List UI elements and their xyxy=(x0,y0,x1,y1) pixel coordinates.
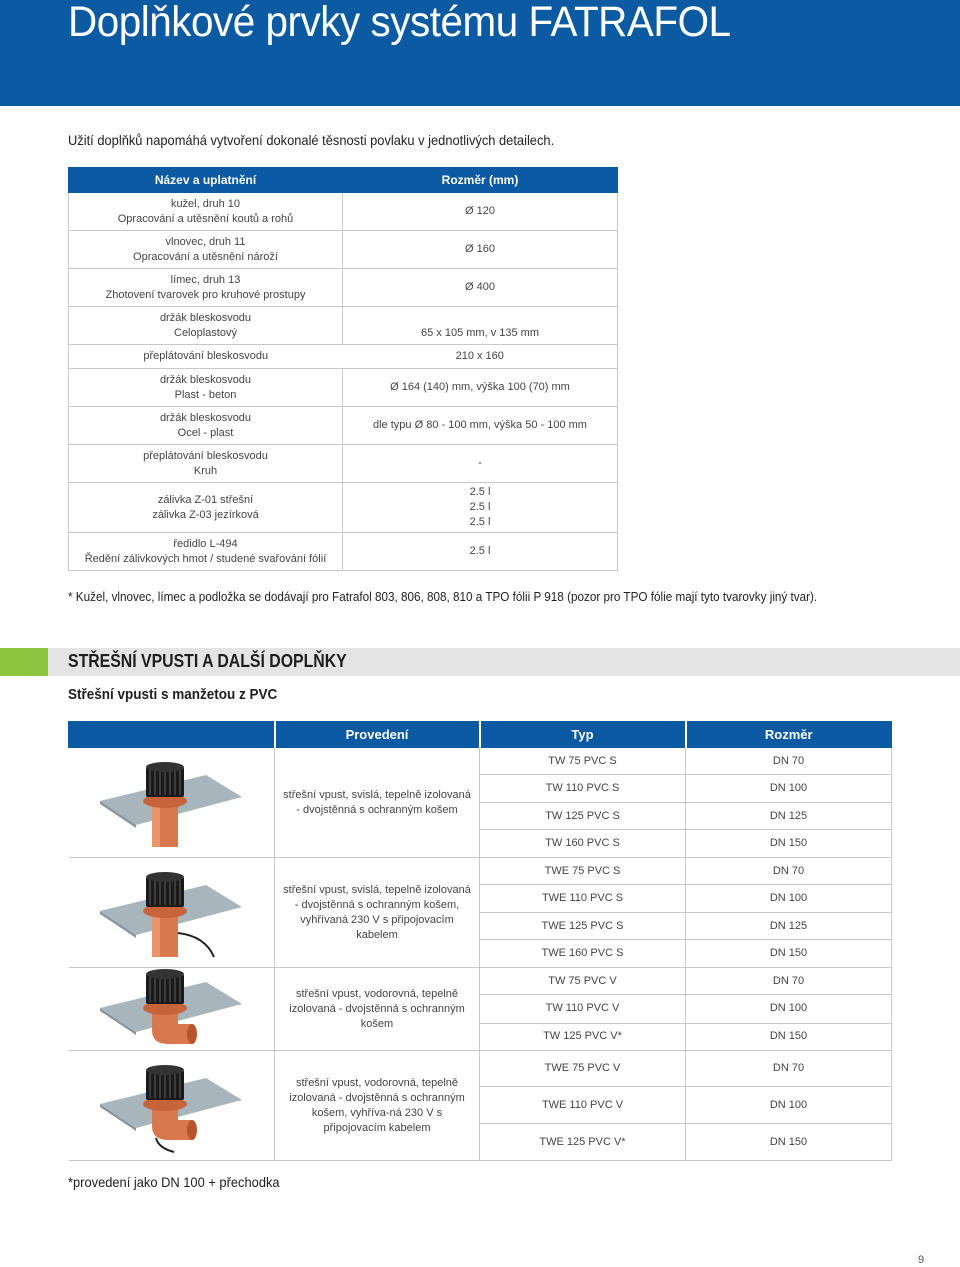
table-row xyxy=(69,307,618,345)
size-cell: DN 150 xyxy=(686,1023,892,1050)
table-header-row xyxy=(69,722,892,748)
type-cell: TWE 160 PVC S xyxy=(480,940,686,968)
type-cell: TWE 110 PVC S xyxy=(480,885,686,913)
table-row xyxy=(69,231,618,269)
size-cell: DN 150 xyxy=(686,1124,892,1161)
size-cell: DN 70 xyxy=(686,968,892,995)
item-name-cell: límec, druh 13 Zhotovení tvarovek pro kruhové prostupy xyxy=(69,269,343,307)
table-row xyxy=(69,1051,892,1087)
item-size-cell: 2.5 l xyxy=(343,533,618,571)
item-size-cell: 2.5 l 2.5 l 2.5 l xyxy=(343,483,618,533)
item-name-cell: ředidlo L-494 Ředění zálivkových hmot / studené svařování fólií xyxy=(69,533,343,571)
type-cell: TW 125 PVC S xyxy=(480,803,686,830)
size-cell: DN 125 xyxy=(686,803,892,830)
column-header-size: Rozměr xyxy=(686,722,892,748)
item-size-cell: dle typu Ø 80 - 100 mm, výška 50 - 100 mm xyxy=(343,407,618,445)
type-cell: TW 110 PVC V xyxy=(480,995,686,1023)
design-description: střešní vpust, svislá, tepelně izolovaná - dvojstěnná s ochranným košem, vyhřívaná 230 V s připojovacím kabelem xyxy=(275,858,480,968)
type-cell: TW 75 PVC V xyxy=(480,968,686,995)
table-row xyxy=(69,345,618,369)
design-description: střešní vpust, vodorovná, tepelně izolovaná - dvojstěnná s ochranným košem xyxy=(275,968,480,1051)
item-size-cell: Ø 400 xyxy=(343,269,618,307)
size-cell: DN 100 xyxy=(686,775,892,803)
accessories-table xyxy=(68,167,618,571)
type-cell: TW 160 PVC S xyxy=(480,830,686,858)
type-cell: TWE 125 PVC V* xyxy=(480,1124,686,1161)
page-number: 9 xyxy=(918,1254,925,1266)
item-size-cell: Ø 160 xyxy=(343,231,618,269)
table-row xyxy=(69,748,892,775)
horizontal-roof-drain-icon xyxy=(96,968,246,1050)
column-header-name: Název a uplatnění xyxy=(69,168,343,193)
type-cell: TWE 75 PVC S xyxy=(480,858,686,885)
heated-vertical-roof-drain-icon xyxy=(96,863,246,963)
item-name-cell: držák bleskosvodu Ocel - plast xyxy=(69,407,343,445)
table-row xyxy=(69,369,618,407)
type-cell: TW 125 PVC V* xyxy=(480,1023,686,1050)
item-size-cell: 210 x 160 xyxy=(343,345,618,369)
item-name-cell: kužel, druh 10 Opracování a utěsnění koutů a rohů xyxy=(69,193,343,231)
item-name-cell: vlnovec, druh 11 Opracování a utěsnění nároží xyxy=(69,231,343,269)
size-cell: DN 100 xyxy=(686,885,892,913)
column-header-design: Provedení xyxy=(275,722,480,748)
type-cell: TWE 75 PVC V xyxy=(480,1051,686,1087)
size-cell: DN 70 xyxy=(686,1051,892,1087)
column-header-size: Rozměr (mm) xyxy=(343,168,618,193)
table-row xyxy=(69,269,618,307)
size-cell: DN 100 xyxy=(686,995,892,1023)
footnote-transition: *provedení jako DN 100 + přechodka xyxy=(68,1174,280,1190)
item-size-cell: Ø 164 (140) mm, výška 100 (70) mm xyxy=(343,369,618,407)
table-row xyxy=(69,407,618,445)
item-name-cell: držák bleskosvodu Celoplastový xyxy=(69,307,343,345)
size-cell: DN 100 xyxy=(686,1087,892,1124)
item-size-cell: - xyxy=(343,445,618,483)
product-image-cell xyxy=(69,968,275,1051)
type-cell: TW 75 PVC S xyxy=(480,748,686,775)
table-header-row xyxy=(69,168,618,193)
type-cell: TW 110 PVC S xyxy=(480,775,686,803)
table-row xyxy=(69,445,618,483)
item-size-cell: 65 x 105 mm, v 135 mm xyxy=(343,307,618,345)
section-title: STŘEŠNÍ VPUSTI A DALŠÍ DOPLŇKY xyxy=(68,651,347,671)
table-row xyxy=(69,968,892,995)
product-image-cell xyxy=(69,748,275,858)
vertical-roof-drain-icon xyxy=(96,753,246,853)
product-image-cell xyxy=(69,858,275,968)
type-cell: TWE 125 PVC S xyxy=(480,913,686,940)
section-subtitle: Střešní vpusti s manžetou z PVC xyxy=(68,686,278,703)
design-description: střešní vpust, vodorovná, tepelně izolovaná - dvojstěnná s ochranným košem, vyhříva-ná 230 V s připojovacím kabelem xyxy=(275,1051,480,1161)
heated-horizontal-roof-drain-icon xyxy=(96,1058,246,1154)
item-name-cell: přeplátování bleskosvodu xyxy=(69,345,343,369)
table-row xyxy=(69,483,618,533)
size-cell: DN 70 xyxy=(686,748,892,775)
size-cell: DN 150 xyxy=(686,940,892,968)
page-header xyxy=(0,0,960,106)
section-accent-bar xyxy=(0,648,48,676)
type-cell: TWE 110 PVC V xyxy=(480,1087,686,1124)
table-row xyxy=(69,858,892,885)
product-image-cell xyxy=(69,1051,275,1161)
footnote-fittings: * Kužel, vlnovec, límec a podložka se dodávají pro Fatrafol 803, 806, 808, 810 a TPO fólii P 918 (pozor pro TPO fólie mají tyto tvarovky jiný tvar). xyxy=(68,589,818,604)
column-header-image xyxy=(69,722,275,748)
intro-text: Užití doplňků napomáhá vytvoření dokonalé těsnosti povlaku v jednotlivých detailech. xyxy=(68,132,555,148)
item-size-cell: Ø 120 xyxy=(343,193,618,231)
item-name-cell: přeplátování bleskosvodu Kruh xyxy=(69,445,343,483)
page-title: Doplňkové prvky systému FATRAFOL xyxy=(68,0,731,46)
roof-drains-table xyxy=(68,721,892,1161)
table-row xyxy=(69,193,618,231)
size-cell: DN 125 xyxy=(686,913,892,940)
table-row xyxy=(69,533,618,571)
size-cell: DN 70 xyxy=(686,858,892,885)
item-name-cell: zálivka Z-01 střešní zálivka Z-03 jezírková xyxy=(69,483,343,533)
size-cell: DN 150 xyxy=(686,830,892,858)
column-header-type: Typ xyxy=(480,722,686,748)
design-description: střešní vpust, svislá, tepelně izolovaná - dvojstěnná s ochranným košem xyxy=(275,748,480,858)
item-name-cell: držák bleskosvodu Plast - beton xyxy=(69,369,343,407)
